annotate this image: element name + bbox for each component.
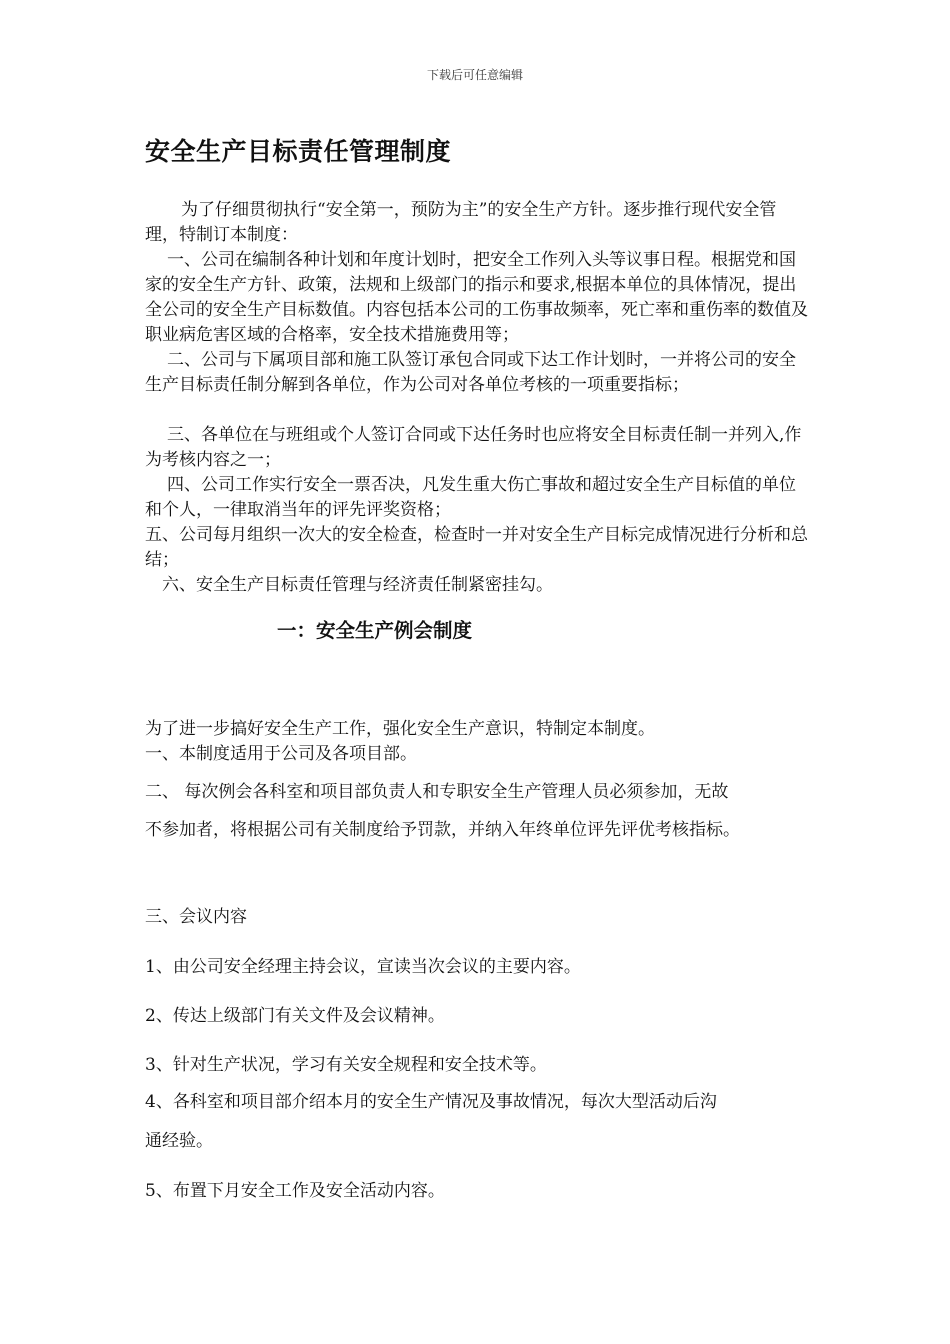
part1-item-2: 二、公司与下属项目部和施工队签订承包合同或下达工作计划时，一并将公司的安全生产目标责任制分解到各单位，作为公司对各单位考核的一项重要指标； — [145, 350, 796, 395]
part1-item-6: 六、安全生产目标责任管理与经济责任制紧密挂勾。 — [162, 575, 553, 595]
part2-intro: 为了进一步搞好安全生产工作，强化安全生产意识，特制定本制度。 — [145, 719, 655, 739]
section-title: 一：安全生产例会制度 — [277, 619, 473, 642]
meeting-point-5: 5、布置下月安全工作及安全活动内容。 — [145, 1181, 445, 1201]
part1-item-1: 一、公司在编制各种计划和年度计划时，把安全工作列入头等议事日程。根据党和国家的安全生产方针、政策，法规和上级部门的指示和要求,根据本单位的具体情况，提出全公司的安全生产目标数值。内容包括本公司的工伤事故频率，死亡率和重伤率的数值及职业病危害区域的合格率，安全技术措施费用等； — [145, 250, 808, 345]
part2-item-3: 三、会议内容 — [145, 907, 247, 927]
part1-item-3: 三、各单位在与班组或个人签订合同或下达任务时也应将安全目标责任制一并列入,作为考核内容之一； — [145, 425, 802, 470]
part2-item-2-line-1: 二、 每次例会各科室和项目部负责人和专职安全生产管理人员必须参加，无故 — [145, 782, 729, 802]
meeting-point-2: 2、传达上级部门有关文件及会议精神。 — [145, 1006, 445, 1026]
meeting-point-4-line-1: 4、各科室和项目部介绍本月的安全生产情况及事故情况，每次大型活动后沟 — [145, 1092, 717, 1112]
part1-intro: 为了仔细贯彻执行“安全第一，预防为主”的安全生产方针。逐步推行现代安全管理，特制订本制度： — [145, 200, 777, 245]
header-note: 下载后可任意编辑 — [426, 68, 523, 82]
part2-item-1: 一、本制度适用于公司及各项目部。 — [145, 744, 417, 764]
meeting-point-4-line-2: 通经验。 — [145, 1131, 213, 1151]
part1-item-4: 四、公司工作实行安全一票否决，凡发生重大伤亡事故和超过安全生产目标值的单位和个人，一律取消当年的评先评奖资格； — [145, 475, 796, 520]
meeting-point-1: 1、由公司安全经理主持会议，宣读当次会议的主要内容。 — [145, 957, 581, 977]
document-title: 安全生产目标责任管理制度 — [145, 137, 452, 166]
part1-item-5: 五、公司每月组织一次大的安全检查，检查时一并对安全生产目标完成情况进行分析和总结； — [145, 525, 808, 570]
meeting-point-3: 3、针对生产状况，学习有关安全规程和安全技术等。 — [145, 1055, 547, 1075]
part2-item-2-line-2: 不参加者，将根据公司有关制度给予罚款，并纳入年终单位评先评优考核指标。 — [145, 820, 740, 840]
